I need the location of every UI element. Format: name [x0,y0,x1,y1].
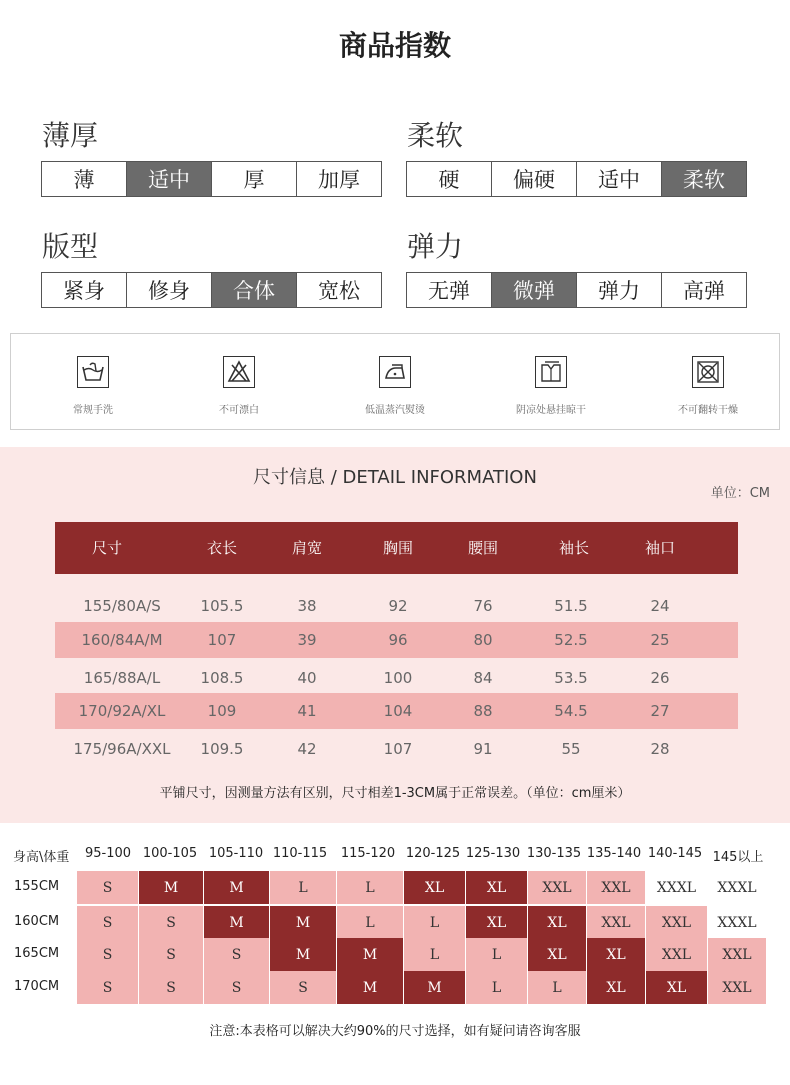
attr-option: 微弹 [492,273,577,307]
size-recommendation-cell: M [337,938,403,971]
attr-option: 修身 [127,273,212,307]
care-item [325,352,465,416]
size-header-cell: 袖长 [558,539,590,557]
size-table-cell: 165/88A/L [83,669,161,687]
attr-row-softness [406,161,747,197]
size-recommendation-cell: XL [404,871,465,904]
attr-option: 柔软 [662,162,746,196]
size-recommendation-cell: L [404,938,465,971]
unit-label: 单位：CM [710,486,770,501]
size-recommendation-cell: S [139,938,203,971]
size-table-cell: 160/84A/M [81,631,163,649]
size-recommendation-cell: XXL [708,938,766,971]
size-table-cell: 53.5 [554,669,588,687]
size-recommendation-cell: XXL [646,938,707,971]
size-recommendation-cell: S [204,971,269,1004]
weight-header: 140-145 [647,846,703,861]
attr-label-fit: 版型 [42,230,99,263]
size-recommendation-cell: S [77,871,138,904]
weight-header: 130-135 [526,846,582,861]
weight-header: 105-110 [208,846,264,861]
weight-header: 135-140 [586,846,642,861]
size-recommendation-cell: XXL [587,871,645,904]
size-recommendation-cell: S [270,971,336,1004]
size-header-cell: 肩宽 [291,539,323,557]
care-label: 不可翻转干燥 [678,405,738,416]
attr-option: 薄 [42,162,127,196]
size-table-cell: 104 [383,702,413,720]
page-title: 商品指数 [338,29,451,62]
attr-row-fit [41,272,382,308]
size-table-row [55,622,738,658]
size-table-cell: 100 [383,669,413,687]
size-recommendation-cell: S [139,971,203,1004]
size-recommendation-cell: L [337,906,403,939]
weight-header: 100-105 [142,846,198,861]
size-table-header [55,522,738,574]
size-recommendation-cell: XL [587,971,645,1004]
size-recommendation-cell: XXXL [708,906,766,939]
size-table-cell: 80 [473,631,493,649]
recommendation-note: 注意:本表格可以解决大约90%的尺寸选择，如有疑问请咨询客服 [209,1024,581,1039]
height-label: 155CM [14,879,60,894]
size-header-cell: 尺寸 [91,539,123,557]
size-table-cell: 170/92A/XL [78,702,166,720]
size-header-cell: 衣长 [206,539,238,557]
size-recommendation-cell: XL [528,906,586,939]
size-recommendation-cell: S [139,906,203,939]
care-label: 低温蒸汽熨烫 [365,405,425,416]
size-table-cell: 52.5 [554,631,588,649]
care-label: 不可漂白 [219,405,259,416]
size-table-cell: 54.5 [554,702,588,720]
no-tumble-dry-icon [692,356,724,388]
weight-header: 95-100 [84,846,132,861]
size-table-cell: 76 [473,597,493,615]
size-recommendation-cell: XL [587,938,645,971]
attr-row-thickness [41,161,382,197]
height-label: 165CM [14,946,60,961]
care-instructions [10,333,780,430]
size-table-cell: 26 [650,669,670,687]
size-recommendation-cell: S [77,971,138,1004]
size-recommendation-cell: M [139,871,203,904]
size-table-cell: 51.5 [554,597,588,615]
attr-option: 偏硬 [492,162,577,196]
shade-dry-icon [535,356,567,388]
size-header-cell: 胸围 [382,539,414,557]
attr-option: 加厚 [318,168,360,192]
size-recommendation-cell: M [270,906,336,939]
size-recommendation-cell: XXXL [708,871,766,904]
size-table-cell: 155/80A/S [83,597,161,615]
size-recommendation-cell: XXXL [646,871,707,904]
size-recommendation-cell: M [270,938,336,971]
attr-option: 硬 [407,162,492,196]
size-table-cell: 92 [388,597,408,615]
size-table-cell: 41 [297,702,317,720]
attr-label-elasticity: 弹力 [407,230,464,263]
size-table-cell: 28 [650,740,670,758]
size-recommendation-cell: XXL [587,906,645,939]
size-recommendation-cell: L [466,938,527,971]
attr-option: 弹力 [577,273,662,307]
weight-header: 125-130 [465,846,521,861]
attr-option: 宽松 [318,279,360,303]
attr-label-thickness: 薄厚 [42,119,99,152]
attr-option: 合体 [212,273,297,307]
size-table-cell: 109.5 [200,740,244,758]
size-table-cell: 25 [650,631,670,649]
size-recommendation-cell: M [204,871,269,904]
hand-wash-icon [77,356,109,388]
size-header-cell: 袖口 [644,539,676,557]
size-table-cell: 175/96A/XXL [73,740,171,758]
care-label: 阴凉处悬挂晾干 [516,405,586,416]
care-item [169,352,309,416]
attr-option: 适中 [577,162,662,196]
detail-title: 尺寸信息 / DETAIL INFORMATION [253,467,537,488]
size-table-row [55,660,738,696]
attr-option: 无弹 [407,273,492,307]
size-recommendation-cell: M [337,971,403,1004]
size-recommendation-cell: L [528,971,586,1004]
size-recommendation-cell: L [270,871,336,904]
height-label: 160CM [14,914,60,929]
height-label: 170CM [14,979,60,994]
grid-corner-label: 身高\体重 [13,850,70,865]
care-item [638,352,778,416]
attr-option: 适中 [127,162,212,196]
weight-header: 145以上 [712,850,764,865]
attr-option: 厚 [212,162,297,196]
weight-header: 110-115 [272,846,328,861]
size-recommendation-cell: L [404,906,465,939]
size-recommendation-cell: M [204,906,269,939]
size-recommendation-cell: XXL [708,971,766,1004]
size-recommendation-cell: XL [646,971,707,1004]
size-table-cell: 105.5 [200,597,244,615]
size-table-cell: 108.5 [200,669,244,687]
weight-header: 115-120 [340,846,396,861]
size-recommendation-cell: L [466,971,527,1004]
size-recommendation-cell: M [404,971,465,1004]
size-table-cell: 24 [650,597,670,615]
size-table-cell: 109 [207,702,237,720]
size-recommendation-cell: XXL [646,906,707,939]
size-recommendation-cell: S [204,938,269,971]
size-table-row [55,588,738,624]
care-item [23,352,163,416]
size-recommendation-cell: S [77,906,138,939]
care-label: 常规手洗 [73,405,113,416]
size-recommendation-cell: XL [466,906,527,939]
size-table-cell: 107 [207,631,237,649]
size-table-cell: 55 [561,740,581,758]
size-table-row [55,693,738,729]
attr-label-softness: 柔软 [407,119,464,152]
care-item [481,352,621,416]
size-recommendation-cell: S [77,938,138,971]
size-table-cell: 91 [473,740,493,758]
no-bleach-icon [223,356,255,388]
size-table-cell: 88 [473,702,493,720]
size-table-cell: 42 [297,740,317,758]
size-table-row [55,731,738,767]
attr-option: 紧身 [42,273,127,307]
low-iron-icon [379,356,411,388]
size-recommendation-cell: XXL [528,871,586,904]
size-recommendation-cell: XL [528,938,586,971]
size-table-cell: 107 [383,740,413,758]
measurement-note: 平铺尺寸，因测量方法有区别，尺寸相差1-3CM属于正常误差。（单位：cm厘米） [159,786,631,801]
attr-option: 高弹 [683,279,725,303]
size-table-cell: 38 [297,597,317,615]
size-table-cell: 39 [297,631,317,649]
size-header-cell: 腰围 [467,539,499,557]
size-recommendation-cell: L [337,871,403,904]
size-table-cell: 84 [473,669,493,687]
size-table-cell: 40 [297,669,317,687]
size-table-cell: 96 [388,631,408,649]
size-table-cell: 27 [650,702,670,720]
weight-header: 120-125 [405,846,461,861]
attr-row-elasticity [406,272,747,308]
size-recommendation-cell: XL [466,871,527,904]
